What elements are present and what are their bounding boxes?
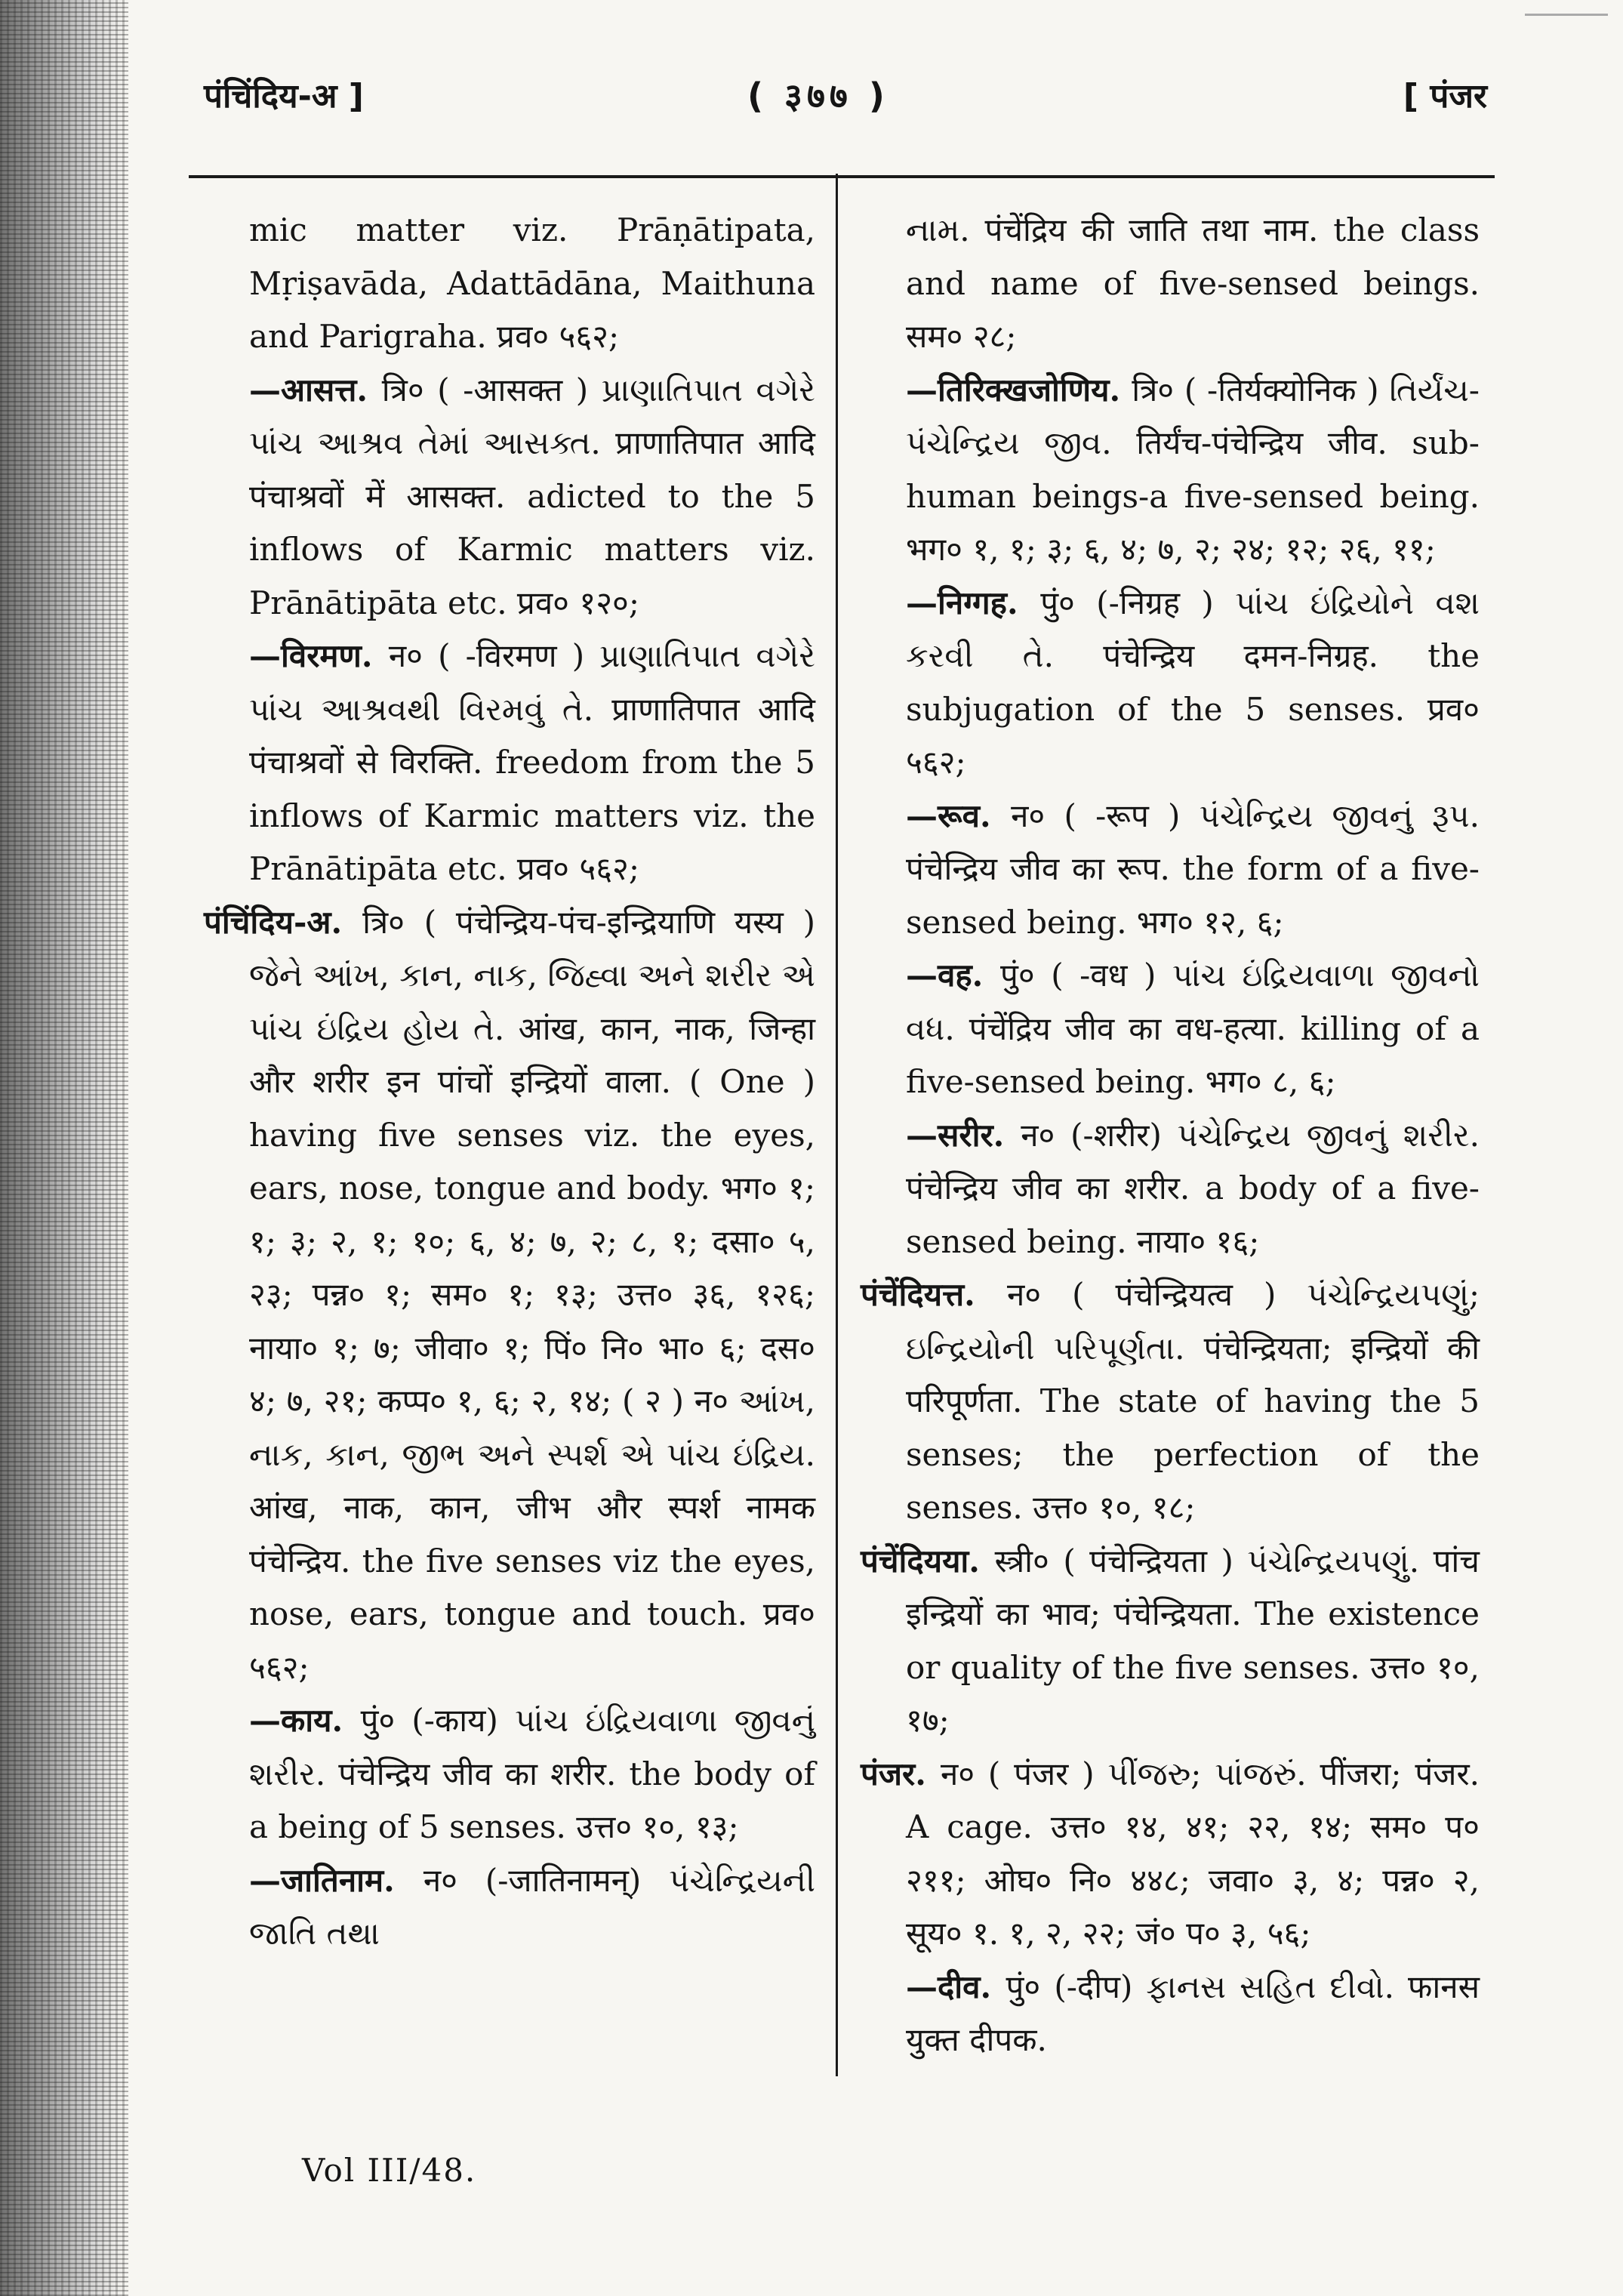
dictionary-entry [861,1535,1480,1748]
entry-headword: —दीव. [906,1968,1006,2005]
entry-headword: —निग्गह. [906,584,1041,621]
entry-continuation [861,204,1480,364]
column-divider [836,174,838,2076]
entry-definition: न० (-जातिनामन्) પંચેન્દ્રિયની જાતિ તથા [249,1861,815,1952]
entry-definition: न० ( पंचेन्द्रियत्व ) પંચેન્દ્રિયપણું; ઇન્દ્રિયોની પરિપૂર્ણતા. पंचेन्द्रियता; इन्द्रियों की परिपूर्णता. The state of having the 5 senses; the perfection of the senses. उत्त० १०, १८; [906,1276,1480,1526]
entry-continuation [861,949,1480,1109]
entry-definition: न० ( -रूप ) પંચેન્દ્રિય જીવનું રૂપ. पंचेन्द्रिय जीव का रूप. the form of a five-sensed being. भग० १२, ६; [906,797,1480,941]
dictionary-entry [861,1268,1480,1535]
page-header [204,72,1487,125]
dictionary-entry [861,1748,1480,1961]
entry-definition: पुं० ( -वध ) પાંચ ઇંદ્રિયવાળા જીવનો વધ. पंचेंद्रिय जीव का वध-हत्या. killing of a five-sensed being. भग० ८, ६; [906,957,1480,1100]
entry-continuation [204,364,815,630]
entry-headword: —काय. [249,1702,361,1739]
right-column [861,204,1480,2067]
entry-headword: —वह. [906,957,1001,994]
entry-headword: —जातिनाम. [249,1861,423,1899]
entry-continuation [204,1854,815,1961]
entry-definition: त्रि० ( -आसक्त ) પ્રાણાતિપાત વગેરે પાંચ આશ્રવ તેમાં આસક્ત. प्राणातिपात आदि पंचाश्रवों में आसक्त. adicted to the 5 inflows of Karmic matters viz. Prānātipāta etc. प्रव० १२०; [249,371,815,621]
entry-continuation [204,204,815,364]
entry-headword: —रूव. [906,797,1012,834]
entry-continuation [204,630,815,896]
entry-headword: पंचिंदिय-अ. [204,903,363,941]
entry-headword: —विरमण. [249,637,389,674]
entry-continuation [861,1109,1480,1269]
entry-headword: पंजर. [861,1755,941,1792]
entry-definition: न० (-शरीर) પંચેન્દ્રિય જીવનું શરીર. पंचेन्द्रिय जीव का शरीर. a body of a five-sensed being. नाया० १६; [906,1116,1480,1260]
header-right-guide-word: [ पंजर [1403,77,1487,116]
dictionary-entry [204,896,815,1695]
entry-continuation [861,790,1480,950]
header-rule [189,175,1495,178]
entry-definition: पुं० (-निग्रह ) પાંચ ઇંદ્રિયોને વશ કરવી તે. पंचेन्द्रिय दमन-निग्रह. the subjugation of the 5 senses. प्रव० ५६२; [906,584,1480,781]
header-left-guide-word: पंचिंदिय-अ ] [204,77,364,116]
entry-continuation [861,1961,1480,2067]
entry-continuation [861,577,1480,790]
entry-definition: पुं० (-दीप) ફાનસ સહિત દીવો. फानस युक्त दीपक. [906,1968,1480,2058]
footer-signature: Vol III/48. [302,2152,477,2189]
entry-headword: —तिरिक्खजोणिय. [906,371,1132,408]
entry-definition: त्रि० ( पंचेन्द्रिय-पंच-इन्द्रियाणि यस्य ) જેને આંખ, કાન, નાક, જિહ્વા અને શરીર એ પાંચ ઇંદ્રિય હોય તે. आंख, कान, नाक, जिन्हा और शरीर इन पांचों इन्द्रियों वाला. ( One ) having five senses viz. the eyes, ears, nose, tongue and body. भग० १; १; ३; २, १; १०; ६, ४; ७, २; ८, १; दसा० ५, २३; पन्न० १; सम० १; १३; उत्त० ३६, १२६; नाया० १; ७; जीवा० १; पिं० नि० भा० ६; दस० ४; ७, २१; कप्प० १, ६; २, १४; ( २ ) न० આંખ, નાક, કાન, જીભ અને સ્પર્શ એ પાંચ ઇંદ્રિય. आंख, नाक, कान, जीभ और स्पर्श नामक पंचेन्द्रिय. the five senses viz the eyes, nose, ears, tongue and touch. प्रव० ५६२; [249,903,815,1686]
entry-definition: નામ. पंचेंद्रिय की जाति तथा नाम. the class and name of five-sensed beings. सम० २८; [906,211,1480,355]
scan-mark [1525,14,1608,16]
entry-definition: पुं० (-काय) પાંચ ઇંદ્રિયવાળા જીવનું શરીર. पंचेन्द्रिय जीव का शरीर. the body of a being of 5 senses. उत्त० १०, १३; [249,1702,815,1845]
entry-headword: पंचेंदियया. [861,1542,995,1579]
entry-continuation [861,364,1480,577]
entry-definition: स्त्री० ( पंचेन्द्रियता ) પંચેન્દ્રિયપણું. पांच इन्द्रियों का भाव; पंचेन्द्रियता. The existence or quality of the five senses. उत्त० १०, १७; [906,1542,1480,1739]
entry-headword: —आसत्त. [249,371,382,408]
scan-edge-shadow [0,0,128,2296]
entry-definition: न० ( -विरमण ) પ્રાણાતિપાત વગેરે પાંચ આશ્રવથી વિરમવું તે. प्राणातिपात आदि पंचाश्रवों से विरक्ति. freedom from the 5 inflows of Karmic matters viz. the Prānātipāta etc. प्रव० ५६२; [249,637,815,887]
entry-headword: —सरीर. [906,1116,1021,1154]
entry-definition: त्रि० ( -तिर्यक्योनिक ) તિર્યંચ-પંચેન્દ્રિય જીવ. तिर्यंच-पंचेन्द्रिय जीव. sub-human beings-a five-sensed being. भग० १, १; ३; ६, ४; ७, २; २४; १२; २६, ११; [906,371,1480,568]
page-number: ( ३७७ ) [747,76,889,116]
left-column [204,204,815,1961]
entry-definition: न० ( पंजर ) પીંજરુ; પાંજરું. पींजरा; पंजर. A cage. उत्त० १४, ४१; २२, १४; सम० प० २११; ओघ० नि० ४४८; जवा० ३, ४; पन्न० २, सूय० १. १, २, २२; जं० प० ३, ५६; [906,1755,1480,1952]
entry-definition: mic matter viz. Prāṇātipata, Mṛiṣavāda, Adattādāna, Maithuna and Parigraha. प्रव० ५६२; [249,211,815,355]
entry-headword: पंचेंदियत्त. [861,1276,1007,1313]
entry-continuation [204,1694,815,1854]
